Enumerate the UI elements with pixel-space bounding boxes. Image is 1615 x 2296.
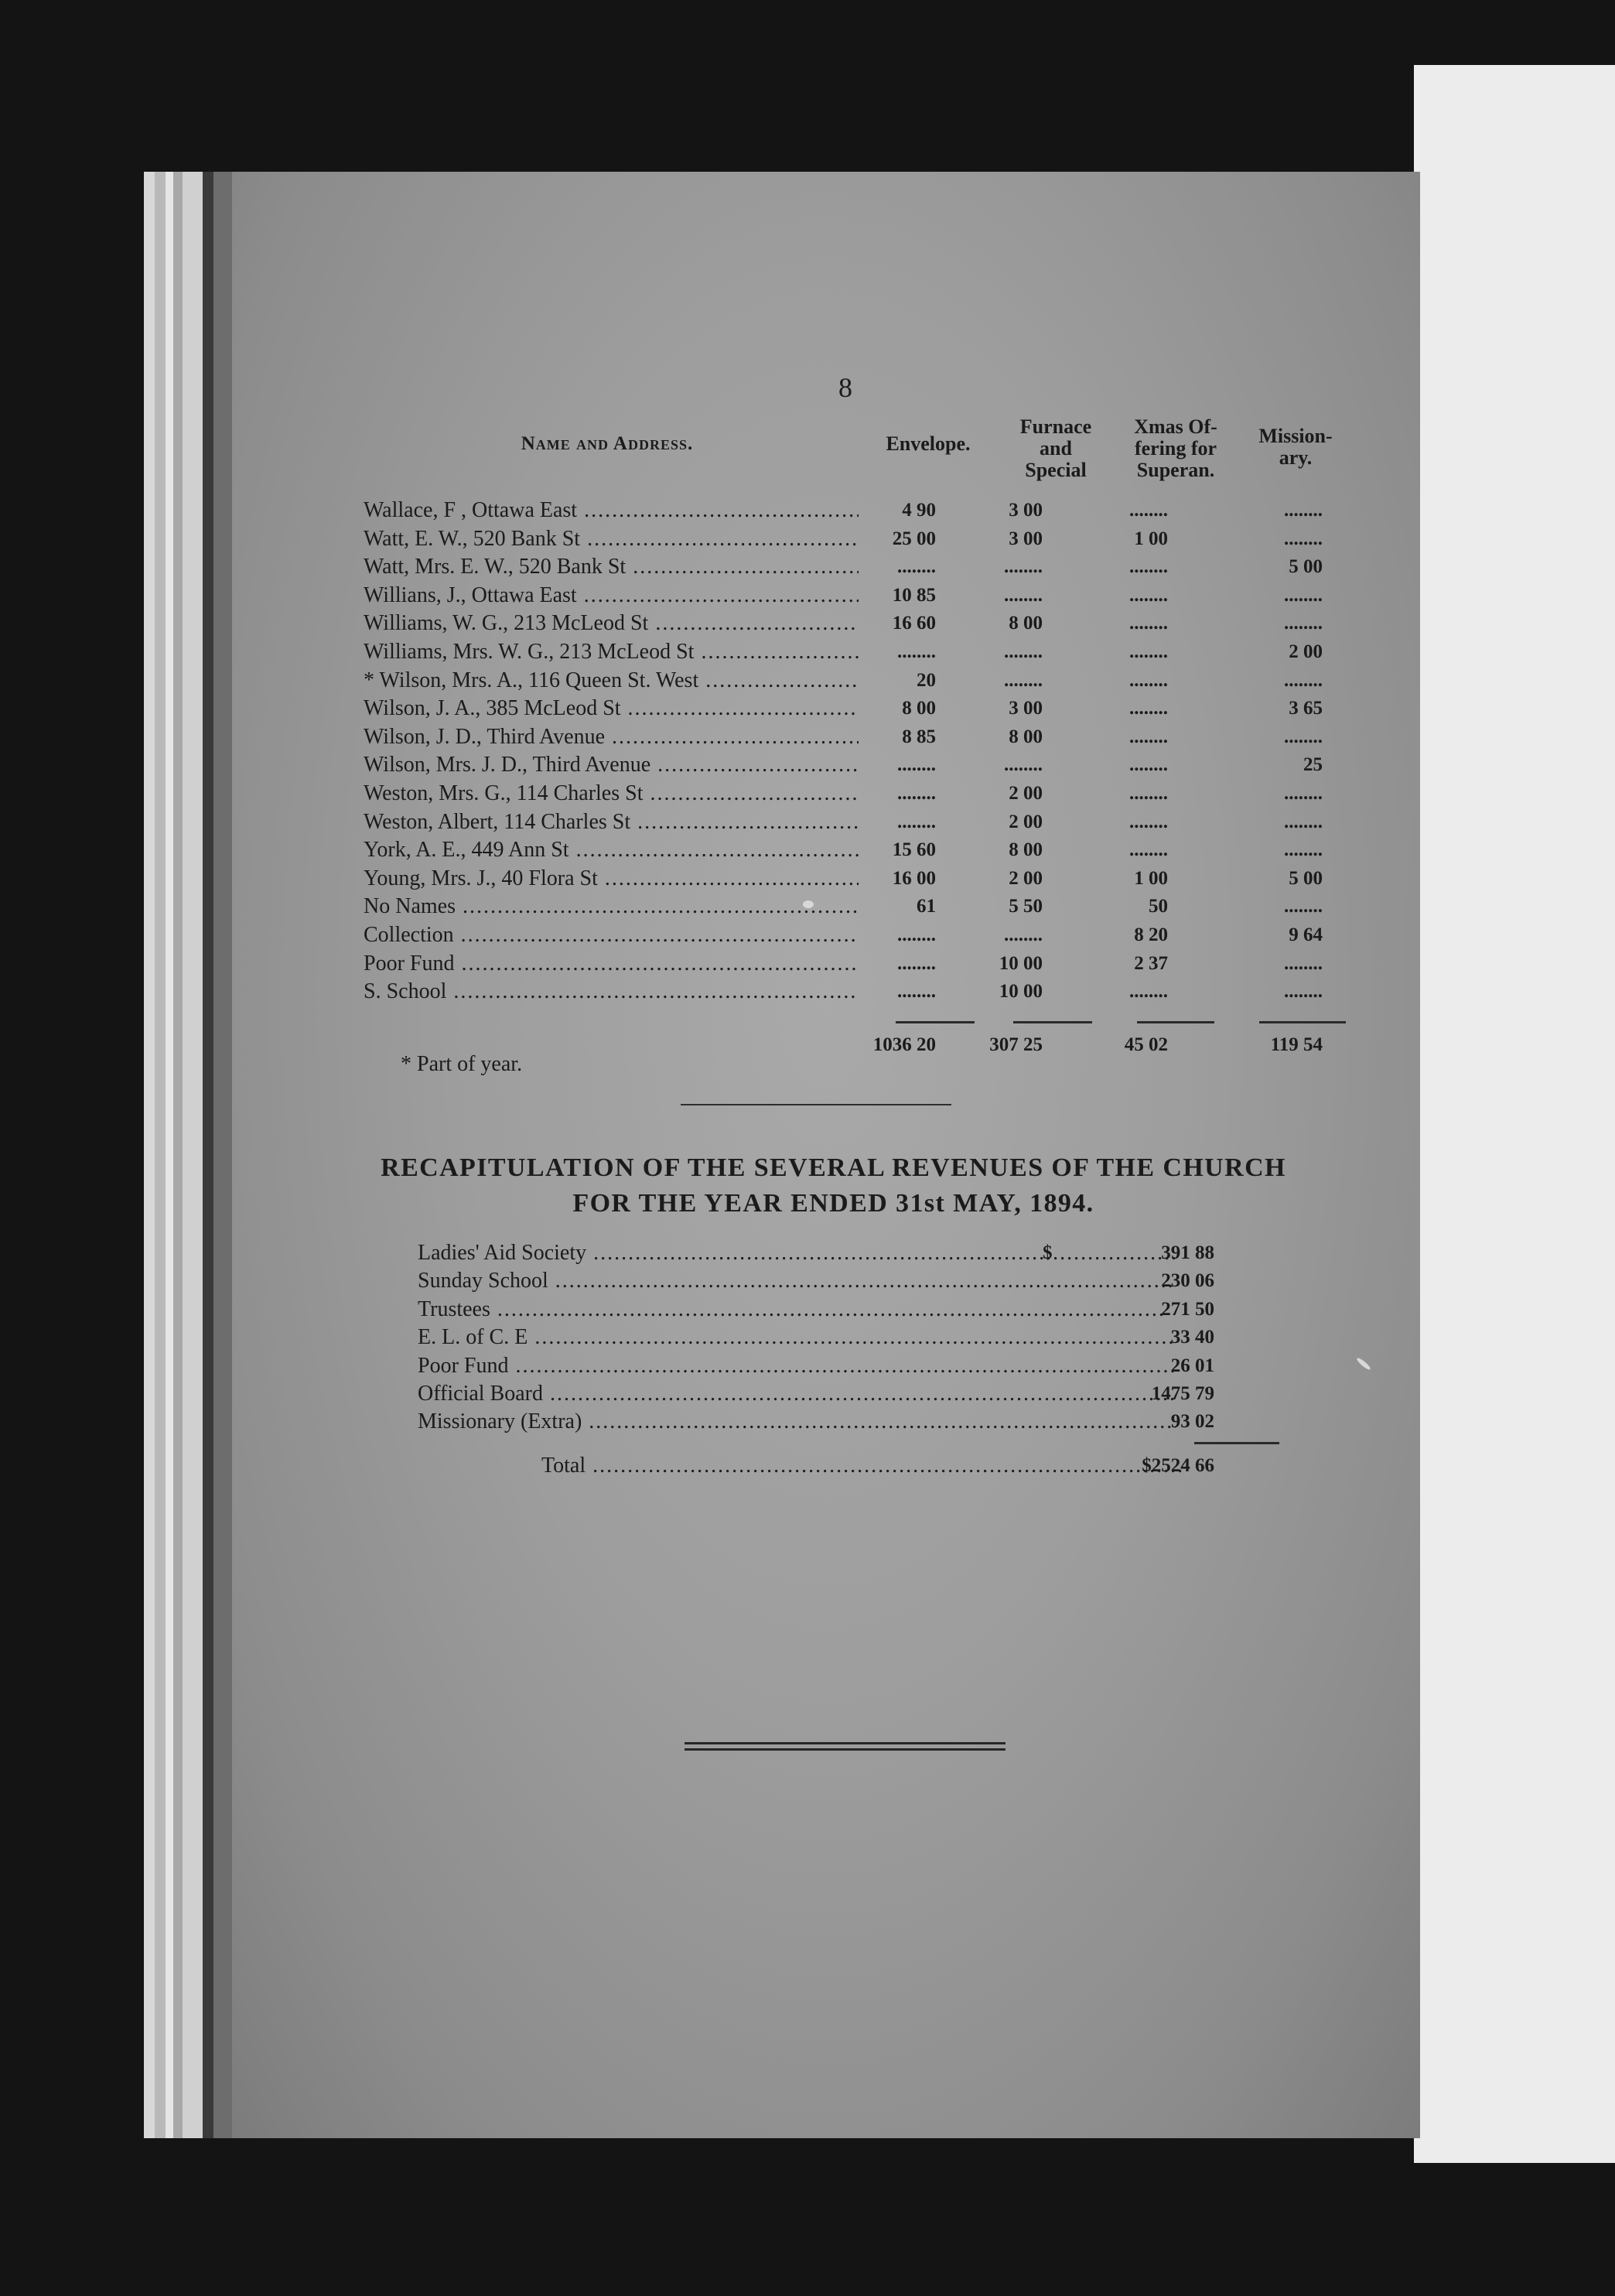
column-rule-missionary	[1259, 1021, 1346, 1023]
row-furnace: 8 00	[1009, 613, 1043, 634]
table-row	[364, 695, 1385, 723]
row-xmas: ........	[1129, 500, 1168, 521]
row-xmas: ........	[1129, 613, 1168, 634]
recap-item-amount: 93 02	[1170, 1411, 1214, 1433]
row-name: Williams, W. G., 213 McLeod St .....	[364, 610, 859, 638]
header-xmas-offering: Xmas Of- fering for Superan.	[1134, 415, 1217, 481]
table-row	[364, 978, 1385, 1006]
row-xmas: ........	[1129, 584, 1168, 606]
row-envelope: ........	[897, 641, 936, 662]
facing-page-edge	[1414, 65, 1615, 2163]
row-missionary: 5 00	[1289, 556, 1323, 578]
row-envelope: 8 00	[902, 698, 936, 719]
row-furnace: 2 00	[1009, 811, 1043, 832]
row-envelope: 8 85	[902, 726, 936, 747]
row-name: Collection .....	[364, 921, 859, 950]
recap-total-row	[541, 1452, 1214, 1481]
column-rule-envelope	[896, 1021, 975, 1023]
row-furnace: 2 00	[1009, 782, 1043, 804]
row-envelope: 4 90	[902, 500, 936, 521]
row-envelope: ........	[897, 754, 936, 776]
total-envelope: 1036 20	[872, 1034, 936, 1055]
row-envelope: ........	[897, 811, 936, 832]
row-envelope: 16 00	[892, 867, 936, 889]
row-missionary: 9 64	[1289, 924, 1323, 945]
row-missionary: ........	[1284, 584, 1323, 606]
row-name: No Names .....	[364, 893, 859, 921]
recap-total-amount: $2524 66	[1142, 1455, 1214, 1476]
row-furnace: 8 00	[1009, 726, 1043, 747]
row-xmas: ........	[1129, 698, 1168, 719]
row-xmas: ........	[1129, 726, 1168, 747]
table-row	[364, 667, 1385, 695]
row-envelope: ........	[897, 924, 936, 945]
recap-item	[418, 1380, 1214, 1408]
table-row	[364, 780, 1385, 808]
row-furnace: 5 50	[1009, 896, 1043, 917]
row-missionary: ........	[1284, 613, 1323, 634]
table-row	[364, 497, 1385, 525]
row-furnace: 3 00	[1009, 528, 1043, 549]
row-missionary: ........	[1284, 528, 1323, 549]
row-envelope: 20	[917, 669, 936, 691]
recap-item-label: Missionary (Extra) .....	[418, 1408, 1176, 1436]
table-row	[364, 751, 1385, 780]
recap-item-label: Sunday School .....	[418, 1267, 1176, 1295]
row-name: Wallace, F , Ottawa East .....	[364, 497, 859, 525]
row-xmas: 1 00	[1134, 867, 1168, 889]
row-missionary: ........	[1284, 839, 1323, 861]
table-row	[364, 808, 1385, 837]
page-stack-edges	[144, 172, 237, 2138]
recap-item-amount: 230 06	[1161, 1270, 1214, 1292]
end-double-rule	[685, 1742, 1006, 1753]
document-page	[232, 172, 1420, 2138]
recap-item-amount: 26 01	[1170, 1355, 1214, 1376]
table-row	[364, 865, 1385, 893]
row-furnace: 10 00	[999, 952, 1043, 974]
column-rule-xmas	[1137, 1021, 1214, 1023]
row-missionary: ........	[1284, 981, 1323, 1003]
row-name: Willians, J., Ottawa East .....	[364, 582, 859, 610]
row-xmas: 8 20	[1134, 924, 1168, 945]
row-furnace: ........	[1004, 584, 1043, 606]
row-name: Watt, Mrs. E. W., 520 Bank St .....	[364, 553, 859, 582]
row-missionary: ........	[1284, 782, 1323, 804]
row-envelope: 61	[917, 896, 936, 917]
total-xmas: 45 02	[1124, 1034, 1168, 1055]
row-missionary: 25	[1303, 754, 1323, 776]
row-furnace: ........	[1004, 924, 1043, 945]
table-row	[364, 836, 1385, 865]
table-row	[364, 638, 1385, 667]
footnote: * Part of year.	[401, 1052, 523, 1076]
row-name: Wilson, J. D., Third Avenue .....	[364, 723, 859, 752]
row-envelope: ........	[897, 782, 936, 804]
row-xmas: ........	[1129, 641, 1168, 662]
recap-item-label: Poor Fund .....	[418, 1352, 1176, 1380]
row-name: Poor Fund .....	[364, 950, 859, 979]
row-missionary: ........	[1284, 500, 1323, 521]
recap-item	[418, 1352, 1214, 1380]
table-row	[364, 553, 1385, 582]
header-envelope: Envelope.	[886, 432, 971, 455]
row-envelope: 10 85	[892, 584, 936, 606]
row-furnace: 2 00	[1009, 867, 1043, 889]
recap-item-amount: 391 88	[1161, 1242, 1214, 1263]
recap-item-amount: 1475 79	[1151, 1382, 1214, 1404]
row-furnace: ........	[1004, 669, 1043, 691]
row-name: Wilson, Mrs. J. D., Third Avenue .....	[364, 751, 859, 780]
row-xmas: ........	[1129, 782, 1168, 804]
table-row	[364, 950, 1385, 979]
row-envelope: ........	[897, 556, 936, 578]
section-divider	[681, 1104, 951, 1105]
row-envelope: 16 60	[892, 613, 936, 634]
table-row	[364, 610, 1385, 638]
row-missionary: ........	[1284, 952, 1323, 974]
row-xmas: ........	[1129, 669, 1168, 691]
row-name: Williams, Mrs. W. G., 213 McLeod St .....	[364, 638, 859, 667]
row-name: * Wilson, Mrs. A., 116 Queen St. West .....	[364, 667, 859, 695]
recap-item-label: Ladies' Aid Society .....	[418, 1239, 1176, 1267]
row-missionary: ........	[1284, 896, 1323, 917]
recap-item-label: Official Board .....	[418, 1380, 1176, 1408]
row-furnace: 10 00	[999, 981, 1043, 1003]
page-number: 8	[838, 372, 852, 403]
row-xmas: ........	[1129, 556, 1168, 578]
row-furnace: ........	[1004, 754, 1043, 776]
row-missionary: 2 00	[1289, 641, 1323, 662]
recap-item-amount: 271 50	[1161, 1298, 1214, 1320]
row-name: Wilson, J. A., 385 McLeod St .....	[364, 695, 859, 723]
row-name: S. School .....	[364, 978, 859, 1006]
row-envelope: ........	[897, 952, 936, 974]
row-name: Watt, E. W., 520 Bank St .....	[364, 525, 859, 554]
recap-item	[418, 1267, 1214, 1295]
row-missionary: 5 00	[1289, 867, 1323, 889]
row-missionary: 3 65	[1289, 698, 1323, 719]
row-xmas: 2 37	[1134, 952, 1168, 974]
row-xmas: 50	[1149, 896, 1168, 917]
row-xmas: ........	[1129, 811, 1168, 832]
row-xmas: ........	[1129, 981, 1168, 1003]
recap-list	[418, 1239, 1214, 1437]
table-row	[364, 582, 1385, 610]
header-missionary: Mission- ary.	[1258, 425, 1333, 469]
contributions-table	[364, 497, 1385, 1006]
row-furnace: 8 00	[1009, 839, 1043, 861]
recap-item	[418, 1324, 1214, 1351]
header-name-address: Name and Address.	[521, 433, 694, 454]
row-missionary: ........	[1284, 669, 1323, 691]
row-name: Weston, Mrs. G., 114 Charles St .....	[364, 780, 859, 808]
row-xmas: ........	[1129, 754, 1168, 776]
table-row	[364, 723, 1385, 752]
row-envelope: 15 60	[892, 839, 936, 861]
row-name: Weston, Albert, 114 Charles St .....	[364, 808, 859, 837]
total-missionary: 119 54	[1270, 1034, 1323, 1055]
recap-item	[418, 1296, 1214, 1324]
row-name: Young, Mrs. J., 40 Flora St .....	[364, 865, 859, 893]
row-xmas: ........	[1129, 839, 1168, 861]
recap-currency-sign: $	[1043, 1242, 1053, 1263]
recap-item	[418, 1239, 1214, 1267]
total-furnace: 307 25	[989, 1034, 1043, 1055]
column-rule-furnace	[1013, 1021, 1092, 1023]
recap-item-amount: 33 40	[1170, 1327, 1214, 1348]
recap-sum-rule	[1194, 1442, 1279, 1444]
row-furnace: 3 00	[1009, 500, 1043, 521]
row-furnace: ........	[1004, 641, 1043, 662]
recap-item-label: Trustees .....	[418, 1296, 1176, 1324]
row-missionary: ........	[1284, 726, 1323, 747]
row-xmas: 1 00	[1134, 528, 1168, 549]
table-row	[364, 525, 1385, 554]
row-missionary: ........	[1284, 811, 1323, 832]
row-furnace: ........	[1004, 556, 1043, 578]
recap-item	[418, 1408, 1214, 1436]
table-row	[364, 893, 1385, 921]
header-furnace: Furnace and Special	[1019, 415, 1092, 481]
recap-total-label: Total .....	[541, 1452, 1183, 1481]
table-row	[364, 921, 1385, 950]
row-furnace: 3 00	[1009, 698, 1043, 719]
row-name: York, A. E., 449 Ann St .....	[364, 836, 859, 865]
recap-item-label: E. L. of C. E .....	[418, 1324, 1176, 1351]
recap-title: RECAPITULATION OF THE SEVERAL REVENUES OF THE CHURCH FOR THE YEAR ENDED 31st MAY, 1894.	[381, 1153, 1286, 1218]
row-envelope: 25 00	[892, 528, 936, 549]
row-envelope: ........	[897, 981, 936, 1003]
